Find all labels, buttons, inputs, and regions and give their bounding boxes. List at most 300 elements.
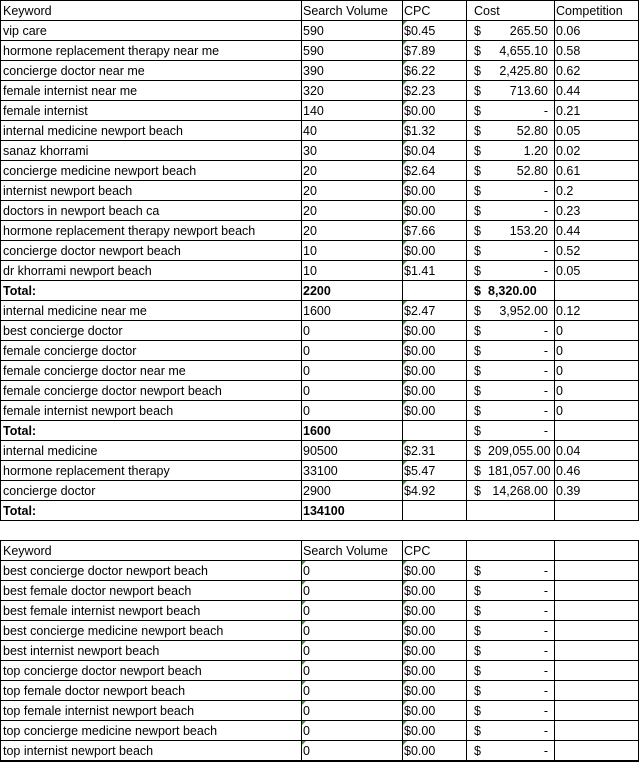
cost-cell[interactable] bbox=[466, 701, 554, 721]
cost-cell[interactable] bbox=[466, 41, 554, 61]
search-volume-cell[interactable]: 10 bbox=[303, 244, 317, 258]
cost-cell[interactable] bbox=[466, 481, 554, 501]
search-volume-cell[interactable]: 20 bbox=[303, 184, 317, 198]
keyword-cell[interactable]: best female internist newport beach bbox=[3, 604, 201, 618]
cpc-cell[interactable] bbox=[402, 241, 466, 261]
competition-cell-empty[interactable] bbox=[554, 581, 639, 601]
table-row bbox=[0, 401, 639, 421]
competition-cell-empty[interactable] bbox=[554, 721, 639, 741]
competition-cell-empty[interactable] bbox=[554, 661, 639, 681]
total-cost-amount: 8,320.00 bbox=[488, 284, 537, 298]
currency-symbol: $ bbox=[474, 444, 481, 458]
header-cpc[interactable]: CPC bbox=[404, 544, 431, 558]
cpc-cell[interactable] bbox=[402, 41, 466, 61]
cpc-cell[interactable] bbox=[402, 401, 466, 421]
total-competition-empty[interactable] bbox=[554, 421, 639, 441]
table-row bbox=[0, 101, 639, 121]
keyword-cell[interactable]: best female doctor newport beach bbox=[3, 584, 192, 598]
cost-cell-amount: - bbox=[543, 744, 548, 758]
grid-line bbox=[0, 140, 639, 141]
table-row bbox=[0, 141, 639, 161]
keyword-cell[interactable]: female internist newport beach bbox=[3, 404, 174, 418]
cpc-cell-text: $0.45 bbox=[404, 24, 436, 38]
cost-cell[interactable] bbox=[466, 161, 554, 181]
table-row bbox=[0, 461, 639, 481]
cpc-cell-text: $0.00 bbox=[404, 704, 436, 718]
cost-cell-amount: - bbox=[543, 604, 548, 618]
keyword-cell[interactable]: female concierge doctor bbox=[3, 344, 137, 358]
search-volume-cell[interactable] bbox=[301, 741, 402, 761]
search-volume-cell[interactable]: 10 bbox=[303, 264, 317, 278]
cpc-cell[interactable] bbox=[402, 721, 466, 741]
total-search-volume[interactable]: 1600 bbox=[303, 424, 331, 438]
search-volume-cell-text: 0 bbox=[303, 684, 310, 698]
cpc-cell-text: $1.41 bbox=[404, 264, 436, 278]
cpc-cell[interactable] bbox=[402, 221, 466, 241]
cpc-cell[interactable] bbox=[402, 341, 466, 361]
competition-cell-empty[interactable] bbox=[554, 681, 639, 701]
grid-line bbox=[0, 660, 639, 661]
competition-cell[interactable]: 0.61 bbox=[556, 164, 581, 178]
keyword-cell[interactable]: internal medicine newport beach bbox=[3, 124, 183, 138]
cost-cell[interactable] bbox=[466, 401, 554, 421]
cost-cell[interactable] bbox=[466, 461, 554, 481]
competition-cell[interactable]: 0.2 bbox=[556, 184, 574, 198]
competition-cell[interactable]: 0.04 bbox=[556, 444, 581, 458]
grid-line bbox=[466, 0, 467, 521]
cost-cell[interactable] bbox=[466, 341, 554, 361]
total-label[interactable]: Total: bbox=[3, 504, 37, 518]
cost-cell-amount: - bbox=[543, 104, 548, 118]
cpc-cell-text: $0.00 bbox=[404, 364, 436, 378]
cpc-cell[interactable] bbox=[402, 641, 466, 661]
cpc-cell[interactable] bbox=[402, 701, 466, 721]
cost-cell[interactable] bbox=[466, 741, 554, 761]
table-row bbox=[0, 481, 639, 501]
search-volume-cell[interactable]: 590 bbox=[303, 24, 324, 38]
competition-cell[interactable]: 0.62 bbox=[556, 64, 581, 78]
header-cost[interactable]: Cost bbox=[474, 4, 500, 18]
keyword-cell[interactable]: internal medicine bbox=[3, 444, 98, 458]
search-volume-cell[interactable]: 140 bbox=[303, 104, 324, 118]
header-search-volume[interactable]: Search Volume bbox=[303, 4, 388, 18]
header-competition[interactable]: Competition bbox=[556, 4, 623, 18]
grid-line bbox=[0, 160, 639, 161]
competition-cell[interactable]: 0 bbox=[556, 384, 563, 398]
keyword-cell[interactable]: female concierge doctor near me bbox=[3, 364, 186, 378]
currency-symbol: $ bbox=[474, 724, 481, 738]
cost-cell[interactable] bbox=[466, 621, 554, 641]
cost-cell[interactable] bbox=[466, 641, 554, 661]
cost-cell[interactable] bbox=[466, 101, 554, 121]
search-volume-cell[interactable]: 0 bbox=[303, 344, 310, 358]
grid-line bbox=[0, 620, 639, 621]
cpc-cell-text: $0.00 bbox=[404, 344, 436, 358]
grid-line bbox=[0, 680, 639, 681]
table-row bbox=[0, 21, 639, 41]
competition-cell[interactable]: 0.39 bbox=[556, 484, 581, 498]
header-cost-empty[interactable] bbox=[466, 541, 554, 561]
currency-symbol: $ bbox=[474, 64, 481, 78]
currency-symbol: $ bbox=[474, 744, 481, 758]
keyword-cell[interactable]: concierge doctor bbox=[3, 484, 96, 498]
cost-cell[interactable] bbox=[466, 181, 554, 201]
search-volume-cell[interactable] bbox=[301, 601, 402, 621]
keyword-cell[interactable]: hormone replacement therapy newport beach bbox=[3, 224, 256, 238]
total-cpc-empty[interactable] bbox=[402, 421, 466, 441]
currency-symbol: $ bbox=[474, 224, 481, 238]
total-cpc-empty[interactable] bbox=[402, 501, 466, 521]
search-volume-cell[interactable]: 0 bbox=[303, 384, 310, 398]
cost-cell[interactable] bbox=[466, 321, 554, 341]
search-volume-cell[interactable]: 20 bbox=[303, 204, 317, 218]
cost-cell-amount: - bbox=[543, 344, 548, 358]
keyword-cell[interactable]: best internist newport beach bbox=[3, 644, 160, 658]
competition-cell[interactable]: 0 bbox=[556, 344, 563, 358]
competition-cell-empty[interactable] bbox=[554, 561, 639, 581]
grid-line bbox=[0, 0, 639, 1]
search-volume-cell[interactable]: 0 bbox=[303, 364, 310, 378]
grid-line bbox=[0, 520, 639, 521]
competition-cell[interactable]: 0.52 bbox=[556, 244, 581, 258]
competition-cell[interactable]: 0.12 bbox=[556, 304, 581, 318]
currency-symbol: $ bbox=[474, 404, 481, 418]
competition-cell[interactable]: 0 bbox=[556, 364, 563, 378]
cost-cell-amount: - bbox=[543, 204, 548, 218]
keyword-cell[interactable]: internist newport beach bbox=[3, 184, 133, 198]
cost-cell[interactable] bbox=[466, 241, 554, 261]
blank-row bbox=[0, 521, 639, 541]
competition-cell[interactable]: 0.02 bbox=[556, 144, 581, 158]
cost-cell-amount: - bbox=[543, 564, 548, 578]
currency-symbol: $ bbox=[474, 664, 481, 678]
grid-line bbox=[0, 540, 639, 541]
grid-line bbox=[0, 720, 639, 721]
cost-cell-amount: - bbox=[543, 184, 548, 198]
keyword-cell[interactable]: concierge doctor near me bbox=[3, 64, 145, 78]
currency-symbol: $ bbox=[474, 484, 481, 498]
cpc-cell[interactable] bbox=[402, 321, 466, 341]
keyword-cell[interactable]: concierge doctor newport beach bbox=[3, 244, 181, 258]
cpc-cell-text: $0.04 bbox=[404, 144, 436, 158]
total-competition-empty[interactable] bbox=[554, 281, 639, 301]
header-keyword[interactable]: Keyword bbox=[3, 544, 52, 558]
cpc-cell[interactable] bbox=[402, 361, 466, 381]
grid-line bbox=[0, 100, 639, 101]
table-row bbox=[0, 621, 639, 641]
cpc-cell[interactable] bbox=[402, 741, 466, 761]
cost-cell[interactable] bbox=[466, 261, 554, 281]
competition-cell[interactable]: 0.05 bbox=[556, 124, 581, 138]
keyword-cell[interactable]: hormone replacement therapy bbox=[3, 464, 170, 478]
search-volume-cell[interactable]: 90500 bbox=[303, 444, 338, 458]
currency-symbol: $ bbox=[474, 324, 481, 338]
search-volume-cell[interactable]: 0 bbox=[303, 324, 310, 338]
search-volume-cell[interactable]: 0 bbox=[303, 404, 310, 418]
table-row bbox=[0, 721, 639, 741]
currency-symbol: $ bbox=[474, 184, 481, 198]
search-volume-cell-text: 0 bbox=[303, 664, 310, 678]
competition-cell-empty[interactable] bbox=[554, 621, 639, 641]
keyword-cell[interactable]: concierge medicine newport beach bbox=[3, 164, 197, 178]
cpc-cell-text: $0.00 bbox=[404, 624, 436, 638]
cpc-cell-text: $2.23 bbox=[404, 84, 436, 98]
search-volume-cell[interactable]: 20 bbox=[303, 224, 317, 238]
total-competition-empty[interactable] bbox=[554, 501, 639, 521]
table-row bbox=[0, 701, 639, 721]
cpc-cell[interactable] bbox=[402, 121, 466, 141]
cpc-cell-text: $0.00 bbox=[404, 104, 436, 118]
total-search-volume[interactable]: 134100 bbox=[303, 504, 345, 518]
cpc-cell-text: $0.00 bbox=[404, 324, 436, 338]
grid-line bbox=[0, 460, 639, 461]
competition-cell[interactable]: 0.58 bbox=[556, 44, 581, 58]
competition-cell[interactable]: 0.46 bbox=[556, 464, 581, 478]
cpc-cell[interactable] bbox=[402, 21, 466, 41]
cost-cell[interactable] bbox=[466, 81, 554, 101]
cost-cell[interactable] bbox=[466, 381, 554, 401]
header-competition-empty[interactable] bbox=[554, 541, 639, 561]
cpc-cell[interactable] bbox=[402, 481, 466, 501]
keyword-cell[interactable]: female internist near me bbox=[3, 84, 138, 98]
keyword-cell[interactable]: internal medicine near me bbox=[3, 304, 147, 318]
competition-cell[interactable]: 0 bbox=[556, 324, 563, 338]
cpc-cell[interactable] bbox=[402, 581, 466, 601]
cost-cell-amount: 181,057.00 bbox=[488, 464, 551, 478]
total-label[interactable]: Total: bbox=[3, 424, 37, 438]
currency-symbol: $ bbox=[474, 564, 481, 578]
keyword-cell[interactable]: top internist newport beach bbox=[3, 744, 154, 758]
cost-cell[interactable] bbox=[466, 21, 554, 41]
cpc-cell-text: $0.00 bbox=[404, 384, 436, 398]
total-cost[interactable] bbox=[466, 281, 554, 301]
search-volume-cell[interactable]: 40 bbox=[303, 124, 317, 138]
total-cost[interactable] bbox=[466, 421, 554, 441]
search-volume-cell[interactable]: 2900 bbox=[303, 484, 331, 498]
grid-line bbox=[0, 560, 639, 561]
cpc-cell[interactable] bbox=[402, 661, 466, 681]
cost-cell[interactable] bbox=[466, 141, 554, 161]
cost-cell-amount: 14,268.00 bbox=[492, 484, 548, 498]
table-row bbox=[0, 81, 639, 101]
cpc-cell-text: $0.00 bbox=[404, 684, 436, 698]
currency-symbol: $ bbox=[474, 384, 481, 398]
competition-cell[interactable]: 0.21 bbox=[556, 104, 581, 118]
cpc-cell-text: $0.00 bbox=[404, 604, 436, 618]
total-search-volume[interactable]: 2200 bbox=[303, 284, 331, 298]
total-label[interactable]: Total: bbox=[3, 284, 37, 298]
competition-cell-empty[interactable] bbox=[554, 741, 639, 761]
competition-cell[interactable]: 0.23 bbox=[556, 204, 581, 218]
grid-line bbox=[0, 360, 639, 361]
cpc-cell[interactable] bbox=[402, 101, 466, 121]
header-search-volume[interactable]: Search Volume bbox=[303, 544, 388, 558]
cost-cell-amount: 209,055.00 bbox=[488, 444, 551, 458]
search-volume-cell[interactable]: 1600 bbox=[303, 304, 331, 318]
competition-cell-empty[interactable] bbox=[554, 601, 639, 621]
keyword-cell[interactable]: top female internist newport beach bbox=[3, 704, 195, 718]
table-row bbox=[0, 181, 639, 201]
search-volume-cell-text: 0 bbox=[303, 604, 310, 618]
keyword-cell[interactable]: best concierge doctor bbox=[3, 324, 123, 338]
cpc-cell-text: $0.00 bbox=[404, 724, 436, 738]
search-volume-cell[interactable] bbox=[301, 621, 402, 641]
cost-cell[interactable] bbox=[466, 681, 554, 701]
keyword-cell[interactable]: female internist bbox=[3, 104, 88, 118]
currency-symbol: $ bbox=[474, 584, 481, 598]
cost-cell[interactable] bbox=[466, 61, 554, 81]
grid-line bbox=[0, 580, 639, 581]
cpc-cell[interactable] bbox=[402, 601, 466, 621]
currency-symbol: $ bbox=[474, 424, 481, 438]
grid-line bbox=[0, 80, 639, 81]
cost-cell[interactable] bbox=[466, 301, 554, 321]
grid-line bbox=[0, 440, 639, 441]
cost-cell-amount: - bbox=[543, 244, 548, 258]
search-volume-cell[interactable]: 20 bbox=[303, 164, 317, 178]
keyword-cell[interactable]: top concierge medicine newport beach bbox=[3, 724, 218, 738]
keyword-cell[interactable]: doctors in newport beach ca bbox=[3, 204, 160, 218]
currency-symbol: $ bbox=[474, 464, 481, 478]
cpc-cell[interactable] bbox=[402, 681, 466, 701]
currency-symbol: $ bbox=[474, 704, 481, 718]
header-row bbox=[0, 1, 639, 21]
grid-line bbox=[0, 500, 639, 501]
cpc-cell-text: $2.47 bbox=[404, 304, 436, 318]
table-row bbox=[0, 61, 639, 81]
cost-cell-amount: 153.20 bbox=[509, 224, 548, 238]
cpc-cell-text: $0.00 bbox=[404, 184, 436, 198]
grid-line bbox=[402, 0, 403, 521]
currency-symbol: $ bbox=[474, 264, 481, 278]
search-volume-cell[interactable]: 590 bbox=[303, 44, 324, 58]
table-row bbox=[0, 601, 639, 621]
keyword-cell[interactable]: hormone replacement therapy near me bbox=[3, 44, 220, 58]
cpc-cell[interactable] bbox=[402, 441, 466, 461]
header-keyword[interactable]: Keyword bbox=[3, 4, 52, 18]
cpc-cell-text: $4.92 bbox=[404, 484, 436, 498]
cpc-cell[interactable] bbox=[402, 461, 466, 481]
currency-symbol: $ bbox=[474, 84, 481, 98]
cost-cell-amount: 3,952.00 bbox=[499, 304, 548, 318]
total-row bbox=[0, 281, 639, 301]
cpc-cell[interactable] bbox=[402, 161, 466, 181]
grid-line bbox=[301, 0, 302, 521]
competition-cell-empty[interactable] bbox=[554, 701, 639, 721]
keyword-cell[interactable]: best concierge medicine newport beach bbox=[3, 624, 224, 638]
keyword-cell[interactable]: vip care bbox=[3, 24, 47, 38]
grid-line bbox=[0, 320, 639, 321]
table-row bbox=[0, 741, 639, 761]
keyword-cell[interactable]: top female doctor newport beach bbox=[3, 684, 186, 698]
cost-cell[interactable] bbox=[466, 221, 554, 241]
cost-cell[interactable] bbox=[466, 361, 554, 381]
competition-cell[interactable]: 0.44 bbox=[556, 224, 581, 238]
grid-line bbox=[0, 380, 639, 381]
currency-symbol: $ bbox=[474, 684, 481, 698]
cpc-cell-text: $7.66 bbox=[404, 224, 436, 238]
grid-line bbox=[0, 740, 639, 741]
table-row bbox=[0, 561, 639, 581]
search-volume-cell[interactable]: 320 bbox=[303, 84, 324, 98]
cpc-cell[interactable] bbox=[402, 301, 466, 321]
total-cpc-empty[interactable] bbox=[402, 281, 466, 301]
table-row bbox=[0, 121, 639, 141]
currency-symbol: $ bbox=[474, 244, 481, 258]
competition-cell-empty[interactable] bbox=[554, 641, 639, 661]
cost-cell[interactable] bbox=[466, 721, 554, 741]
grid-line bbox=[0, 700, 639, 701]
cpc-cell[interactable] bbox=[402, 261, 466, 281]
cost-cell-amount: - bbox=[543, 384, 548, 398]
search-volume-cell[interactable] bbox=[301, 561, 402, 581]
cost-cell[interactable] bbox=[466, 201, 554, 221]
search-volume-cell-text: 0 bbox=[303, 564, 310, 578]
grid-line bbox=[0, 640, 639, 641]
keyword-cell[interactable]: best concierge doctor newport beach bbox=[3, 564, 208, 578]
grid-line bbox=[0, 200, 639, 201]
keyword-cell[interactable]: dr khorrami newport beach bbox=[3, 264, 152, 278]
grid-line bbox=[0, 600, 639, 601]
cpc-cell[interactable] bbox=[402, 621, 466, 641]
keyword-cell[interactable]: top concierge doctor newport beach bbox=[3, 664, 202, 678]
cost-cell-amount: - bbox=[543, 584, 548, 598]
currency-symbol: $ bbox=[474, 604, 481, 618]
table-row bbox=[0, 361, 639, 381]
competition-cell[interactable]: 0.06 bbox=[556, 24, 581, 38]
cpc-cell[interactable] bbox=[402, 81, 466, 101]
cost-cell[interactable] bbox=[466, 601, 554, 621]
cpc-cell[interactable] bbox=[402, 61, 466, 81]
search-volume-cell[interactable] bbox=[301, 701, 402, 721]
header-cpc[interactable]: CPC bbox=[404, 4, 431, 18]
cpc-cell[interactable] bbox=[402, 141, 466, 161]
cost-cell[interactable] bbox=[466, 561, 554, 581]
search-volume-cell[interactable] bbox=[301, 581, 402, 601]
cpc-cell[interactable] bbox=[402, 201, 466, 221]
grid-line bbox=[0, 260, 639, 261]
cost-cell-amount: - bbox=[543, 644, 548, 658]
search-volume-cell[interactable]: 30 bbox=[303, 144, 317, 158]
keyword-cell[interactable]: female concierge doctor newport beach bbox=[3, 384, 222, 398]
search-volume-cell[interactable] bbox=[301, 721, 402, 741]
cost-cell[interactable] bbox=[466, 661, 554, 681]
cost-cell[interactable] bbox=[466, 581, 554, 601]
grid-line bbox=[0, 420, 639, 421]
search-volume-cell[interactable] bbox=[301, 641, 402, 661]
cpc-cell[interactable] bbox=[402, 561, 466, 581]
cost-cell-amount: 713.60 bbox=[509, 84, 548, 98]
cost-cell[interactable] bbox=[466, 441, 554, 461]
cpc-cell[interactable] bbox=[402, 381, 466, 401]
search-volume-cell[interactable]: 390 bbox=[303, 64, 324, 78]
cost-cell[interactable] bbox=[466, 121, 554, 141]
competition-cell[interactable]: 0.44 bbox=[556, 84, 581, 98]
table-row bbox=[0, 681, 639, 701]
competition-cell[interactable]: 0.05 bbox=[556, 264, 581, 278]
cost-cell-amount: - bbox=[543, 404, 548, 418]
cpc-cell-text: $0.00 bbox=[404, 564, 436, 578]
total-cost-empty[interactable] bbox=[466, 501, 554, 521]
search-volume-cell[interactable] bbox=[301, 661, 402, 681]
grid-line bbox=[0, 540, 1, 761]
keyword-cell[interactable]: sanaz khorrami bbox=[3, 144, 89, 158]
competition-cell[interactable]: 0 bbox=[556, 404, 563, 418]
cpc-cell[interactable] bbox=[402, 181, 466, 201]
grid-line bbox=[466, 540, 467, 761]
search-volume-cell[interactable]: 33100 bbox=[303, 464, 338, 478]
search-volume-cell[interactable] bbox=[301, 681, 402, 701]
